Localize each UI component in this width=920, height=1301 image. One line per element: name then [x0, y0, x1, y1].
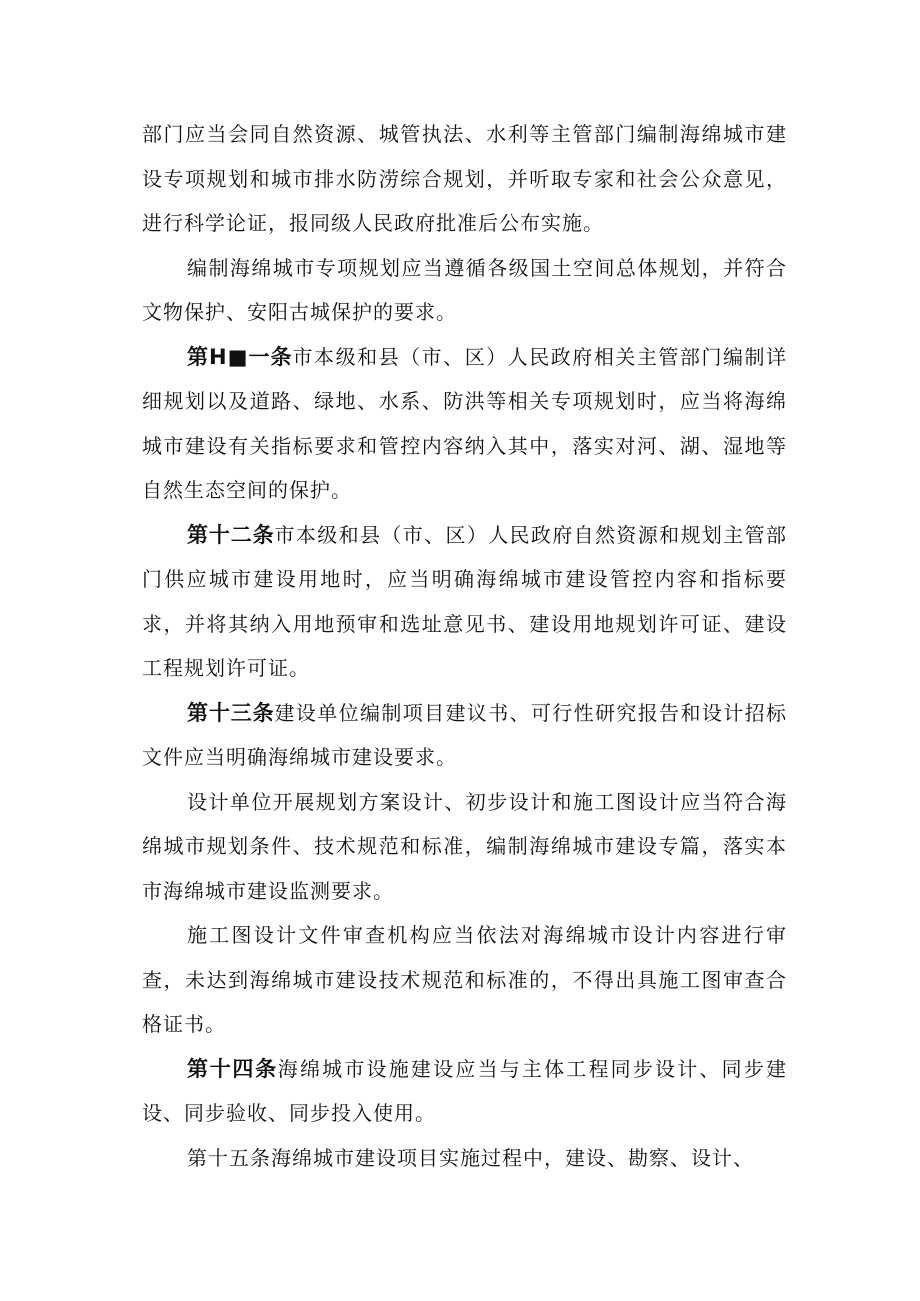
document-body	[142, 112, 787, 1180]
article-11-heading: 第H■一条	[187, 344, 293, 369]
paragraph-2-text: 编制海绵城市专项规划应当遵循各级国土空间总体规划，并符合文物保护、安阳古城保护的要求。	[142, 255, 787, 324]
paragraph-design-units	[142, 780, 787, 914]
article-13	[142, 691, 787, 780]
article-12-text: 市本级和县（市、区）人民政府自然资源和规划主管部门供应城市建设用地时，应当明确海绵城市建设管控内容和指标要求，并将其纳入用地预审和选址意见书、建设用地规划许可证、建设工程规划许可证。	[142, 522, 788, 680]
article-12	[142, 513, 787, 691]
article-12-heading: 第十二条	[187, 522, 275, 547]
article-14-heading: 第十四条	[187, 1056, 278, 1081]
article-11-text: 市本级和县（市、区）人民政府相关主管部门编制详细规划以及道路、绿地、水系、防洪等相关专项规划时，应当将海绵城市建设有关指标要求和管控内容纳入其中，落实对河、湖、湿地等自然生态空间的保护。	[142, 344, 788, 502]
paragraph-1	[142, 112, 787, 246]
article-11	[142, 335, 787, 513]
paragraph-design-units-text: 设计单位开展规划方案设计、初步设计和施工图设计应当符合海绵城市规划条件、技术规范和标准，编制海绵城市建设专篇，落实本市海绵城市建设监测要求。	[142, 789, 787, 903]
article-14	[142, 1047, 787, 1136]
paragraph-2	[142, 246, 787, 335]
article-15-text: 第十五条海绵城市建设项目实施过程中，建设、勘察、设计、	[187, 1145, 754, 1170]
paragraph-review-agency-text: 施工图设计文件审查机构应当依法对海绵城市设计内容进行审查，未达到海绵城市建设技术规范和标准的，不得出具施工图审查合格证书。	[142, 923, 787, 1036]
paragraph-1-text: 部门应当会同自然资源、城管执法、水利等主管部门编制海绵城市建设专项规划和城市排水防涝综合规划，并听取专家和社会公众意见，进行科学论证，报同级人民政府批准后公布实施。	[142, 122, 787, 235]
article-15	[142, 1136, 787, 1181]
paragraph-review-agency	[142, 913, 787, 1047]
article-13-heading: 第十三条	[187, 700, 275, 725]
article-14-text: 海绵城市设施建设应当与主体工程同步设计、同步建设、同步验收、同步投入使用。	[142, 1056, 788, 1125]
article-13-text: 建设单位编制项目建议书、可行性研究报告和设计招标文件应当明确海绵城市建设要求。	[142, 700, 788, 769]
